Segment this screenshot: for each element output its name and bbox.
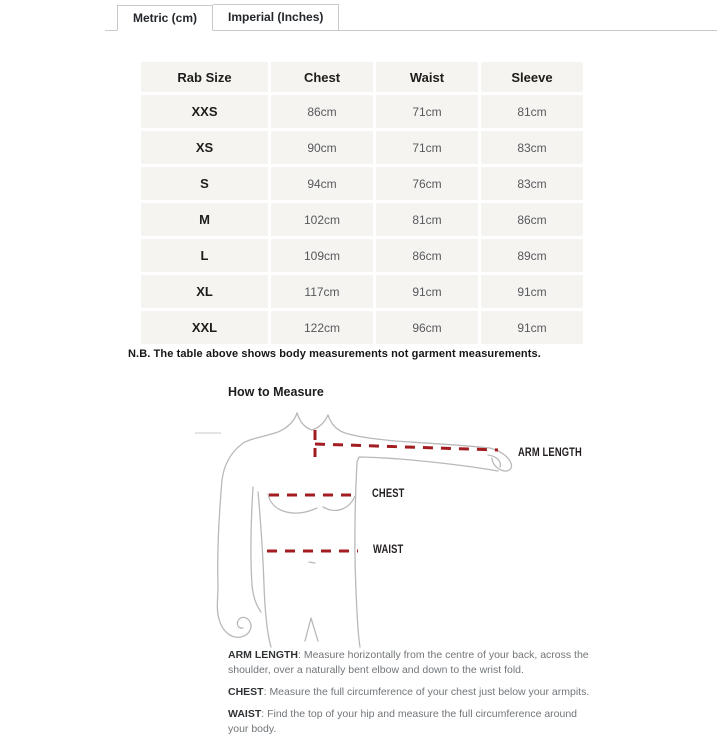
waist-value: 81cm <box>376 203 478 236</box>
table-row <box>141 203 583 236</box>
chest-label: CHEST <box>372 486 405 500</box>
chest-value: 102cm <box>271 203 373 236</box>
instruction-term: WAIST <box>228 708 262 720</box>
chest-value: 109cm <box>271 239 373 272</box>
waist-instruction <box>228 707 600 737</box>
instruction-text: Measure the full circumference of your chest just below your armpits. <box>269 686 590 698</box>
table-row <box>141 239 583 272</box>
waist-value: 96cm <box>376 311 478 344</box>
chest-value: 86cm <box>271 95 373 128</box>
table-row <box>141 275 583 308</box>
waist-value: 71cm <box>376 131 478 164</box>
body-measurements-note: N.B. The table above shows body measurements not garment measurements. <box>128 348 541 360</box>
tab-imperial[interactable]: Imperial (Inches) <box>213 4 339 30</box>
waist-value: 76cm <box>376 167 478 200</box>
header-chest: Chest <box>271 62 373 92</box>
header-waist: Waist <box>376 62 478 92</box>
size-label: XXL <box>141 311 268 344</box>
size-label: M <box>141 203 268 236</box>
size-label: S <box>141 167 268 200</box>
instruction-separator: : <box>298 649 304 661</box>
chest-value: 117cm <box>271 275 373 308</box>
instruction-separator: : <box>261 708 268 720</box>
arm-length-label: ARM LENGTH <box>518 445 582 459</box>
how-to-measure-title: How to Measure <box>228 385 324 399</box>
chest-instruction <box>228 685 600 700</box>
size-table-header-row <box>141 62 583 92</box>
header-rab-size: Rab Size <box>141 62 268 92</box>
size-label: XS <box>141 131 268 164</box>
instruction-text: Measure horizontally from the centre of your back, across the shoulder, over a naturally bent elbow and down to the wrist fold. <box>228 649 589 676</box>
arm-length-instruction <box>228 648 600 678</box>
waist-label: WAIST <box>373 542 404 556</box>
size-label: L <box>141 239 268 272</box>
table-row <box>141 131 583 164</box>
header-sleeve: Sleeve <box>481 62 583 92</box>
sleeve-value: 91cm <box>481 311 583 344</box>
waist-value: 71cm <box>376 95 478 128</box>
waist-value: 86cm <box>376 239 478 272</box>
chest-value: 90cm <box>271 131 373 164</box>
arm-length-line <box>315 444 498 450</box>
instruction-term: ARM LENGTH <box>228 649 298 661</box>
instruction-text: Find the top of your hip and measure the full circumference around your body. <box>228 708 578 735</box>
instruction-term: CHEST <box>228 686 264 698</box>
sleeve-value: 83cm <box>481 131 583 164</box>
instruction-separator: : <box>263 686 270 698</box>
sleeve-value: 81cm <box>481 95 583 128</box>
waist-value: 91cm <box>376 275 478 308</box>
sleeve-value: 89cm <box>481 239 583 272</box>
table-row <box>141 95 583 128</box>
table-row <box>141 311 583 344</box>
sleeve-value: 83cm <box>481 167 583 200</box>
measure-instructions <box>228 648 600 744</box>
chest-value: 122cm <box>271 311 373 344</box>
table-row <box>141 167 583 200</box>
tab-metric[interactable]: Metric (cm) <box>117 5 213 31</box>
sleeve-value: 86cm <box>481 203 583 236</box>
measurement-diagram <box>195 405 585 650</box>
sleeve-value: 91cm <box>481 275 583 308</box>
chest-value: 94cm <box>271 167 373 200</box>
size-label: XXS <box>141 95 268 128</box>
size-label: XL <box>141 275 268 308</box>
size-table <box>138 59 586 347</box>
unit-tab-bar <box>105 4 717 31</box>
